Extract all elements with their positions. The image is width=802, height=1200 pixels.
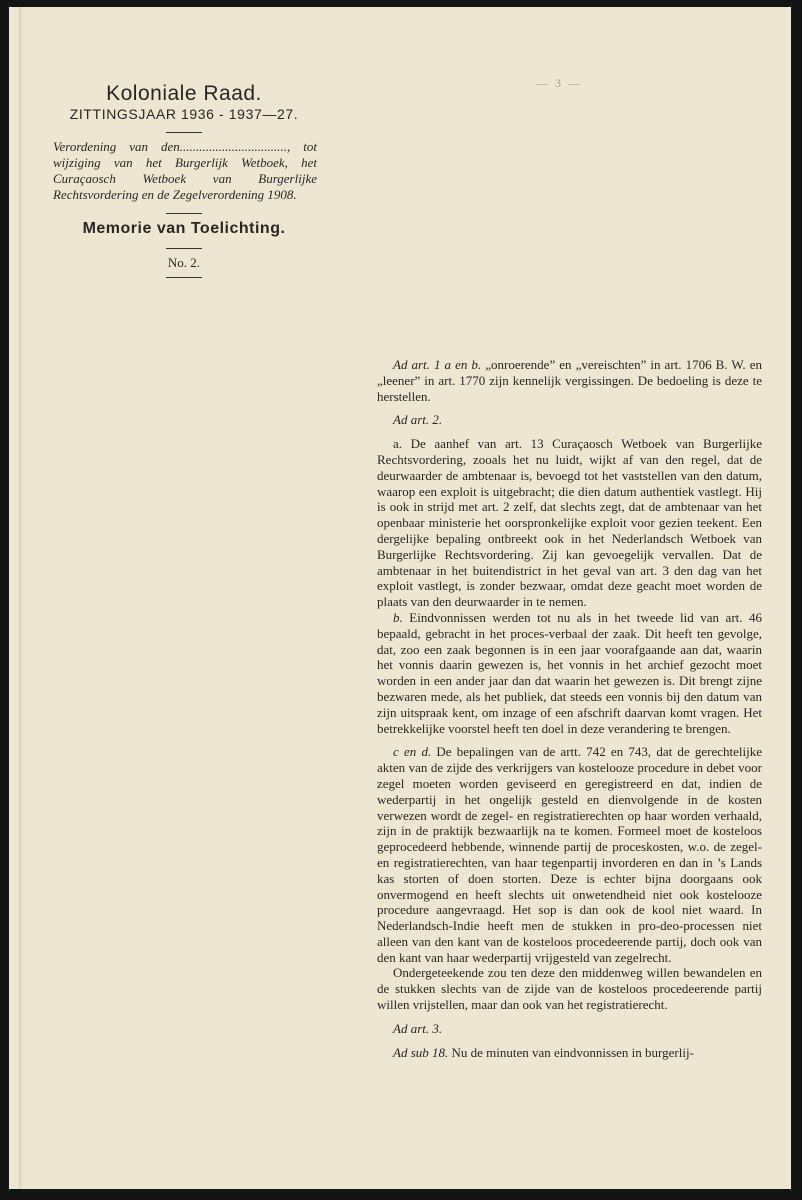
memorie-heading: Memorie van Toelichting. — [82, 220, 286, 237]
paragraph-sub18: Ad sub 18. Nu de minuten van eindvonnissen in burgerlij- — [393, 1044, 694, 1060]
document-number: No. 2. — [167, 255, 201, 270]
document-header — [49, 82, 319, 284]
paragraph-cd-2: Ondergeteekende zou ten deze den middenweg willen bewandelen en de stukken slechts van de zijde van de kosteloos procedeerende partij willen vrijstellen, maar dan ook van het registratierecht. — [377, 965, 762, 1013]
divider — [166, 132, 202, 133]
paragraph-a: a. De aanhef van art. 13 Curaçaosch Wetboek van Burgerlijke Rechtsvordering, zooals het nu luidt, wijkt af van den regel, dat de deurwaarder de ambtenaar is, bevoegd tot het vaststellen van den datum, waarop een exploit is uitgebracht; die dien datum authentiek vastlegt. Hij is ook in strijd met art. 2 zelf, dat slechts zegt, dat de ambtenaar van het openbaar ministerie het oorspronkelijke exploit voor gezien teekent. Een dergelijke bepaling ontbreekt ook in het Nederlandsch Wetboek van Burgerlijke Rechtsvordering. Zij kan gevoegelijk vervallen. Dat de ambtenaar in het buitendistrict in het geval van art. 3 den dag van het exploit vastlegt, is zonder bezwaar, omdat deze geacht moet worden de plaats van den deurwaarder in te nemen. — [377, 436, 762, 610]
heading-art3: Ad art. 3. — [393, 1020, 443, 1036]
ordinance-description: Verordening van den................................., tot wijziging van het Burgerlijk Wetboek, het Curaçaosch Wetboek van Burgerlijke Rechtsvordering en de Zegelverordening 1908. — [53, 139, 317, 202]
paragraph-cd: c en d. De bepalingen van de artt. 742 en 743, dat de gerechtelijke akten van de zijde des verkrijgers van kostelooze procedure in debet voor zegel moeten worden geviseerd en geregistreerd en dat, indien de wederpartij in het ongelijk gesteld en dienvolgende in de kosten verwezen wordt de zegel- en registratierechten op haar worden verhaald, zijn in de praktijk bezwaarlijk na te komen. Formeel moet de kosteloos geprocedeerd hebbende, winnende partij de proceskosten, w.o. de zegel- en registratierechten, van haar tegenpartij invorderen en dan in ’s Lands kas storten of doen storten. Deze is echter bijna doorgaans ook onvermogend en heeft slechts uit onwetendheid niet ook kostelooze procedure aangevraagd. Het sop is dan ook de kool niet waard. In Nederlandsch-Indie heeft men de stukken in pro-deo-processen niet alleen van den kant van de kosteloos procedeerende partij, doch ook van den kant van haar wederpartij vrijgesteld van zegelrecht. — [377, 744, 763, 965]
page-fold-shadow — [19, 7, 23, 1189]
document-page — [9, 7, 791, 1189]
paragraph-b: b. Eindvonnissen werden tot nu als in het tweede lid van art. 46 bepaald, gebracht in het proces-verbaal der zaak. Dit heeft ten gevolge, dat, zoo een zaak begonnen is in een jaar voorafgaande aan dat, waarin het vonnis daarin gewezen is, het vonnis in het archief gezocht moet worden in een ander jaar dan dat waarin het gewezen is. Dit brengt zijne bezwaren mede, als het publiek, dat steeds een vonnis bij den datum van zijn uitspraak kent, om inzage of een afschrift daarvan komt vragen. Het betrekkelijke voorstel heeft ten doel in deze verandering te brengen. — [377, 609, 763, 736]
divider — [166, 277, 202, 278]
bleed-through-text — [379, 107, 769, 347]
session-year: ZITTINGSJAAR 1936 - 1937—27. — [69, 106, 299, 122]
heading-art2: Ad art. 2. — [393, 412, 443, 428]
divider — [166, 213, 202, 214]
body-text — [377, 357, 762, 1060]
council-title: Koloniale Raad. — [106, 82, 262, 105]
divider — [166, 248, 202, 249]
paragraph-art1: Ad art. 1 a en b. „onroerende” en „vereischten” in art. 1706 B. W. en „leener” in art. 1770 zijn kennelijk vergissingen. De bedoeling is deze te herstellen. — [377, 357, 763, 404]
page-number: — 3 — — [536, 76, 582, 90]
